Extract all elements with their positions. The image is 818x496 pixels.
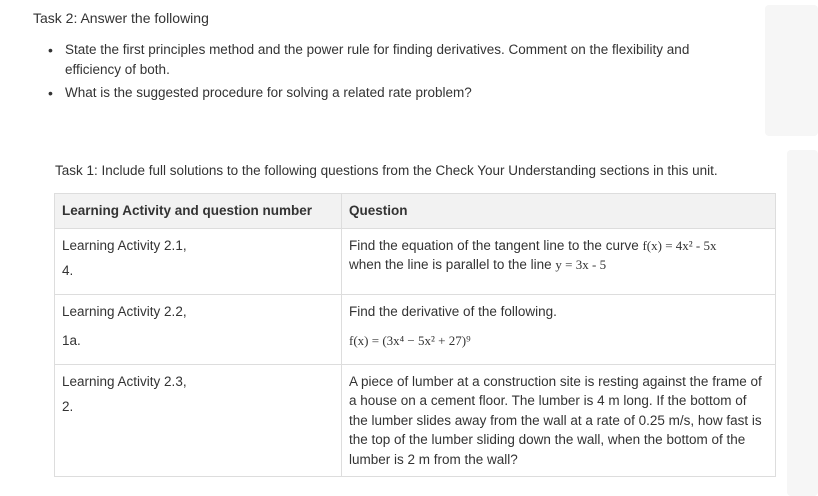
- question-text-part: Find the equation of the tangent line to the curve: [349, 237, 639, 253]
- question-cell: [342, 364, 776, 477]
- side-panel: [765, 5, 818, 136]
- task2-question-list: [48, 40, 728, 106]
- activity-label: Learning Activity 2.1,: [62, 237, 187, 253]
- equation-line: y = 3x - 5: [555, 257, 607, 272]
- equation-function: f(x) = (3x⁴ − 5x² + 27)⁹: [349, 333, 471, 348]
- table-header-row: [55, 194, 776, 229]
- column-header-question: Question: [342, 194, 776, 229]
- activity-label: Learning Activity 2.2,: [62, 303, 187, 319]
- task2-question: • What is the suggested procedure for solving a related rate problem?: [48, 83, 728, 103]
- question-text: A piece of lumber at a construction site is resting against the frame of a house on a cement floor. The lumber is 4 m long. If the bottom of the lumber slides away from the wall at a rate of 0.25 m/s, how fast is the top of the lumber sliding down the wall, when the bottom of the lumber is 2 m from the wall?: [349, 373, 762, 467]
- question-number: 1a.: [62, 333, 81, 348]
- question-text: [349, 236, 768, 275]
- question-text: Find the derivative of the following.: [349, 303, 557, 319]
- scrollbar-track[interactable]: [787, 150, 818, 496]
- equation-curve: f(x) = 4x² - 5x: [642, 237, 717, 253]
- question-number: 2.: [62, 399, 74, 414]
- column-header-activity: Learning Activity and question number: [55, 194, 342, 229]
- question-cell: [342, 294, 776, 364]
- task2-heading: Task 2: Answer the following: [33, 10, 209, 26]
- activity-label: Learning Activity 2.3,: [62, 373, 187, 389]
- task1-heading: Task 1: Include full solutions to the following questions from the Check Your Understanding sections in this unit.: [55, 163, 718, 178]
- activity-cell: [55, 364, 342, 477]
- activity-cell: [55, 294, 342, 364]
- table-row: [55, 364, 776, 477]
- question-number: 4.: [62, 263, 74, 278]
- table-row: [55, 294, 776, 364]
- question-text-part: when the line is parallel to the line: [349, 257, 552, 272]
- table-row: [55, 228, 776, 294]
- questions-table: [54, 193, 776, 477]
- activity-cell: [55, 228, 342, 294]
- task2-question: • State the first principles method and the power rule for finding derivatives. Comment on the flexibility and efficiency of both.: [48, 40, 728, 80]
- question-cell: [342, 228, 776, 294]
